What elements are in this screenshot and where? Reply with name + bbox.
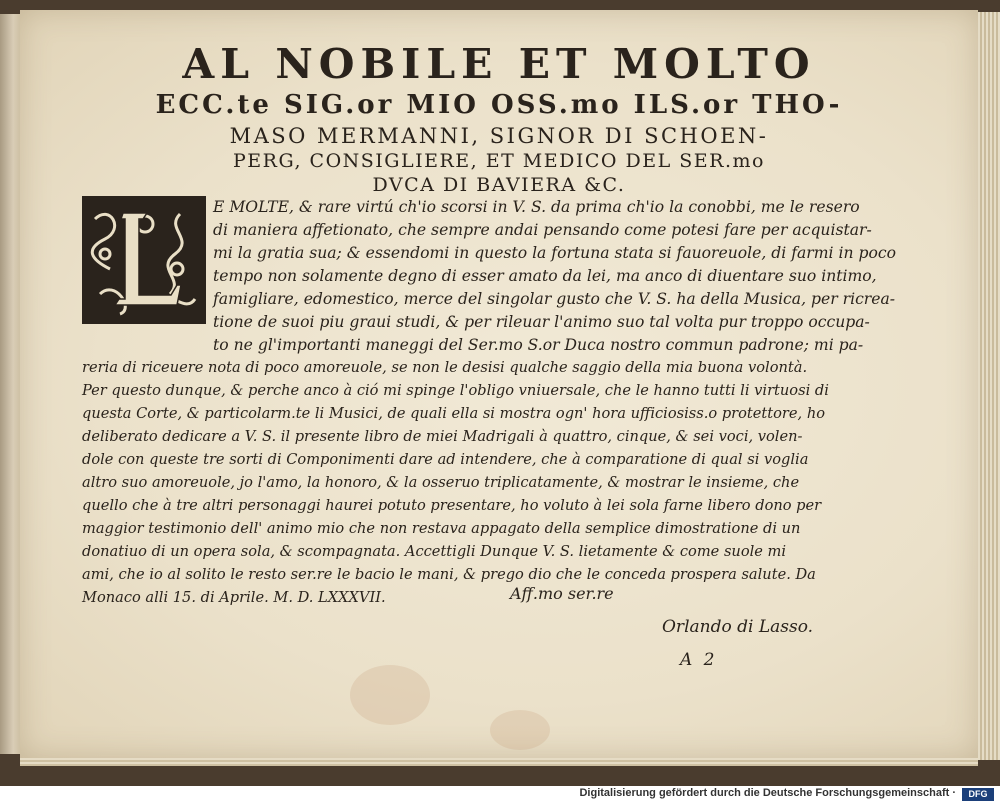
digitization-footer: [0, 786, 1000, 804]
text-line: tempo non solamente degno di esser amato da lei, ma anco di diuentare suo intimo,: [213, 267, 877, 285]
dedication-subtitle: PERG, CONSIGLIERE, ET MEDICO DEL SER.mo: [233, 150, 765, 172]
text-line: E MOLTE, & rare virtú ch'io scorsi in V. S. da prima ch'io la conobbi, me le resero: [213, 198, 860, 216]
text-line: tione de suoi piu graui studi, & per rileuar l'animo suo tal volta pur troppo occupa-: [213, 313, 870, 331]
closing-salutation: Aff.mo ser.re: [510, 584, 614, 603]
text-line: famigliare, edomestico, merce del singolar gusto che V. S. ha della Musica, per ricrea-: [213, 290, 896, 308]
text-line: reria di riceuere nota di poco amoreuole, se non le desisi qualche saggio della mia buona volontà.: [82, 359, 808, 376]
text-line: Per questo dunque, & perche anco à ció mi spinge l'obligo vniuersale, che le hanno tutti li virtuosi di: [82, 382, 829, 399]
text-line: mi la gratia sua; & essendomi in questo la fortuna stata si fauoreuole, di farmi in poco: [213, 244, 896, 262]
text-line: donatiuo di un opera sola, & scompagnata. Accettigli Dunque V. S. lietamente & come suole mi: [82, 543, 787, 560]
body-lines-layer: [20, 10, 978, 758]
author-signature: Orlando di Lasso.: [662, 617, 814, 637]
dedication-title: AL NOBILE ET MOLTO: [182, 40, 816, 88]
text-line: altro suo amoreuole, jo l'amo, la honoro, & la osseruo triplicatamente, & mostrar le insieme, che: [82, 474, 800, 491]
text-line: to ne gl'importanti maneggi del Ser.mo S.or Duca nostro commun padrone; mi pa-: [213, 336, 864, 354]
funding-credit: Digitalisierung gefördert durch die Deutsche Forschungsgemeinschaft ·: [579, 787, 956, 799]
text-line: quello che à tre altri personaggi haurei potuto presentare, ho voluto à lei sola farne libero dono per: [82, 497, 822, 514]
text-line: maggior testimonio dell' animo mio che non restava appagato della semplice dimostratione di un: [82, 520, 801, 537]
printer-signature-mark: A 2: [680, 650, 718, 670]
text-line: dole con queste tre sorti di Componimenti dare ad intendere, che à comparatione di qual si voglia: [82, 451, 809, 468]
dfg-logo-icon: DFG: [962, 788, 994, 801]
dedication-subtitle: DVCA DI BAVIERA &C.: [372, 174, 626, 196]
text-line: deliberato dedicare a V. S. il presente libro de miei Madrigali à quattro, cinque, & sei voci, volen-: [82, 428, 803, 445]
text-line: questa Corte, & particolarm.te li Musici, de quali ella si mostra ogn' hora ufficiosiss.o protettore, ho: [82, 405, 826, 422]
text-line: di maniera affetionato, che sempre andai pensando come potesi fare per acquistar-: [213, 221, 872, 239]
text-line: ami, che io al solito le resto ser.re le bacio le mani, & prego dio che le conceda prospera salute. Da: [82, 566, 816, 583]
text-line: Monaco alli 15. di Aprile. M. D. LXXXVII.: [82, 589, 386, 606]
dedication-subtitle: ECC.te SIG.or MIO OSS.mo ILS.or THO-: [155, 90, 843, 120]
dedication-subtitle: MASO MERMANNI, SIGNOR DI SCHOEN-: [229, 124, 769, 148]
right-page-edges: [976, 12, 1000, 760]
